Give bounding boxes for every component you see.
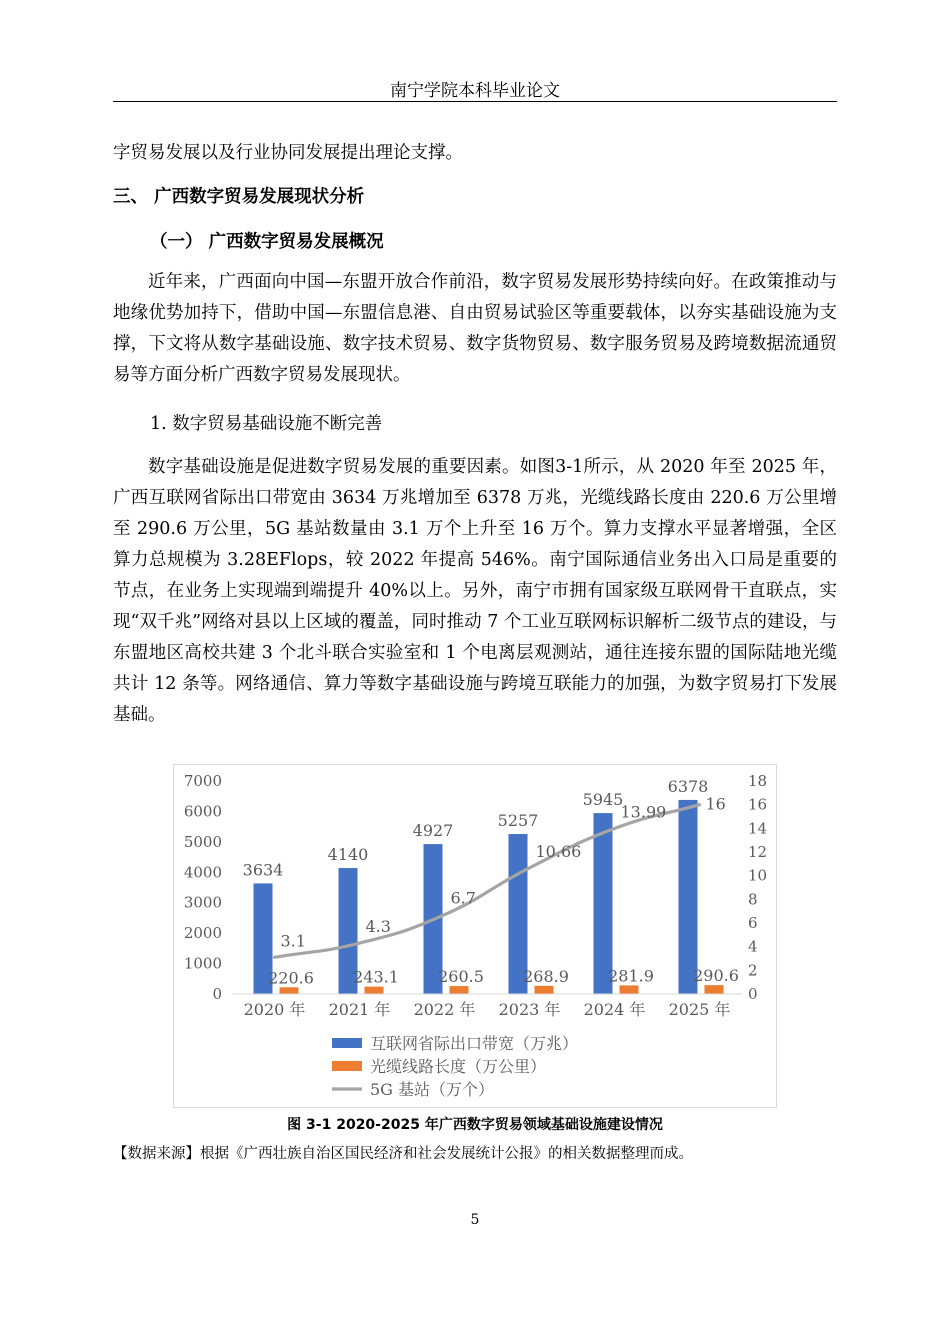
- left-axis-tick-label: 5000: [183, 832, 222, 851]
- combo-chart: [174, 765, 776, 1107]
- cable-data-label: 268.9: [523, 966, 569, 986]
- bar-cable: [280, 987, 299, 994]
- bar-bandwidth: [679, 800, 698, 994]
- data-labels-layer: [243, 777, 739, 987]
- bar-cable: [365, 987, 384, 994]
- x-axis-tick-label: 2021 年: [328, 1000, 391, 1019]
- right-axis-ticks: [748, 772, 767, 1003]
- left-axis-tick-label: 6000: [183, 802, 222, 821]
- legend-label: 光缆线路长度（万公里）: [370, 1057, 547, 1076]
- left-axis-tick-label: 4000: [183, 863, 222, 882]
- left-axis-tick-label: 0: [212, 985, 222, 1003]
- bandwidth-data-label: 5945: [582, 790, 624, 810]
- 5g-data-label: 13.99: [620, 802, 667, 822]
- 5g-data-label: 3.1: [280, 931, 306, 951]
- legend-label: 5G 基站（万个）: [370, 1080, 495, 1099]
- 5g-data-label: 6.7: [450, 888, 476, 908]
- right-axis-tick-label: 8: [748, 890, 758, 909]
- legend-swatch: [332, 1038, 362, 1048]
- x-axis-tick-label: 2025 年: [668, 1000, 731, 1019]
- cable-data-label: 260.5: [438, 967, 484, 987]
- infrastructure-paragraph: 数字基础设施是促进数字贸易发展的重要因素。如图3-1所示，从 2020 年至 2025 年，广西互联网省际出口带宽由 3634 万兆增加至 6378 万兆，光缆线路长度由 220.6 万公里增至 290.6 万公里，5G 基站数量由 3.1 万个上升至 16 万个。算力支撑水平显著增强，全区算力总规模为 3.28EFlops，较 2022 年提高 546%。南宁国际通信业务出入口局是重要的节点，在业务上实现端到端提升 40%以上。另外，南宁市拥有国家级互联网骨干直联点，实现“双千兆”网络对县以上区域的覆盖，同时推动 7 个工业互联网标识解析二级节点的建设，与东盟地区高校共建 3 个北斗联合实验室和 1 个电离层观测站，通往连接东盟的国际陆地光缆共计 12 条等。网络通信、算力等数字基础设施与跨境互联能力的加强，为数字贸易打下发展基础。: [113, 457, 837, 725]
- 5g-data-label: 4.3: [365, 917, 391, 937]
- x-axis-tick-label: 2022 年: [413, 1000, 476, 1019]
- legend-label: 互联网省际出口带宽（万兆）: [370, 1034, 579, 1053]
- 5g-data-label: 16: [705, 794, 726, 814]
- bandwidth-data-label: 4140: [327, 845, 369, 865]
- right-axis-tick-label: 10: [748, 866, 768, 885]
- x-axis-tick-label: 2024 年: [583, 1000, 646, 1019]
- right-axis-tick-label: 14: [748, 819, 768, 838]
- legend-swatch: [332, 1061, 362, 1071]
- section-heading: 三、 广西数字贸易发展现状分析: [113, 187, 365, 207]
- right-axis-tick-label: 16: [748, 795, 768, 814]
- page-number: 5: [470, 1212, 480, 1228]
- left-axis-tick-label: 2000: [183, 924, 222, 943]
- data-source-note: 【数据来源】根据《广西壮族自治区国民经济和社会发展统计公报》的相关数据整理而成。: [113, 1146, 693, 1162]
- intro-paragraph: 近年来，广西面向中国—东盟开放合作前沿，数字贸易发展形势持续向好。在政策推动与地缘优势加持下，借助中国—东盟信息港、自由贸易试验区等重要载体，以夯实基础设施为支撑，下文将从数字基础设施、数字技术贸易、数字货物贸易、数字服务贸易及跨境数据流通贸易等方面分析广西数字贸易发展现状。: [113, 272, 837, 385]
- bandwidth-data-label: 4927: [412, 821, 454, 841]
- cable-data-label: 290.6: [693, 966, 739, 986]
- right-axis-tick-label: 0: [748, 985, 758, 1003]
- line-layer: [275, 805, 700, 958]
- cable-data-label: 243.1: [353, 967, 399, 987]
- cable-data-label: 220.6: [268, 968, 314, 988]
- chart-legend: [332, 1034, 578, 1099]
- figure-caption: 图 3-1 2020-2025 年广西数字贸易领域基础设施建设情况: [287, 1117, 663, 1133]
- bandwidth-data-label: 6378: [667, 776, 709, 796]
- 5g-data-label: 10.66: [535, 841, 582, 861]
- bars-layer: [254, 800, 724, 994]
- bar-cable: [620, 985, 639, 994]
- x-axis: [232, 994, 742, 1019]
- cable-data-label: 281.9: [608, 966, 654, 986]
- right-axis-tick-label: 18: [748, 772, 768, 790]
- bar-cable: [705, 985, 724, 994]
- continuation-text: 字贸易发展以及行业协同发展提出理论支撑。: [113, 143, 463, 163]
- subsection-heading: （一） 广西数字贸易发展概况: [150, 232, 384, 252]
- left-axis-tick-label: 1000: [183, 954, 222, 973]
- 5g-line: [275, 805, 700, 958]
- figure-3-1-chart: [173, 764, 777, 1108]
- x-axis-tick-label: 2020 年: [243, 1000, 306, 1019]
- bandwidth-data-label: 3634: [242, 860, 284, 880]
- right-axis-tick-label: 12: [748, 843, 768, 861]
- item-heading: 1. 数字贸易基础设施不断完善: [150, 414, 383, 434]
- right-axis-tick-label: 2: [748, 961, 758, 980]
- bandwidth-data-label: 5257: [497, 811, 539, 831]
- x-axis-tick-label: 2023 年: [498, 1000, 561, 1019]
- running-header: 南宁学院本科毕业论文: [390, 81, 560, 101]
- left-axis-tick-label: 7000: [183, 772, 222, 790]
- left-axis-ticks: [184, 772, 222, 1003]
- bar-cable: [535, 986, 554, 994]
- bar-cable: [450, 986, 469, 994]
- header-rule: [113, 101, 837, 102]
- right-axis-tick-label: 4: [748, 937, 758, 956]
- right-axis-tick-label: 6: [748, 914, 758, 932]
- left-axis-tick-label: 3000: [183, 893, 222, 912]
